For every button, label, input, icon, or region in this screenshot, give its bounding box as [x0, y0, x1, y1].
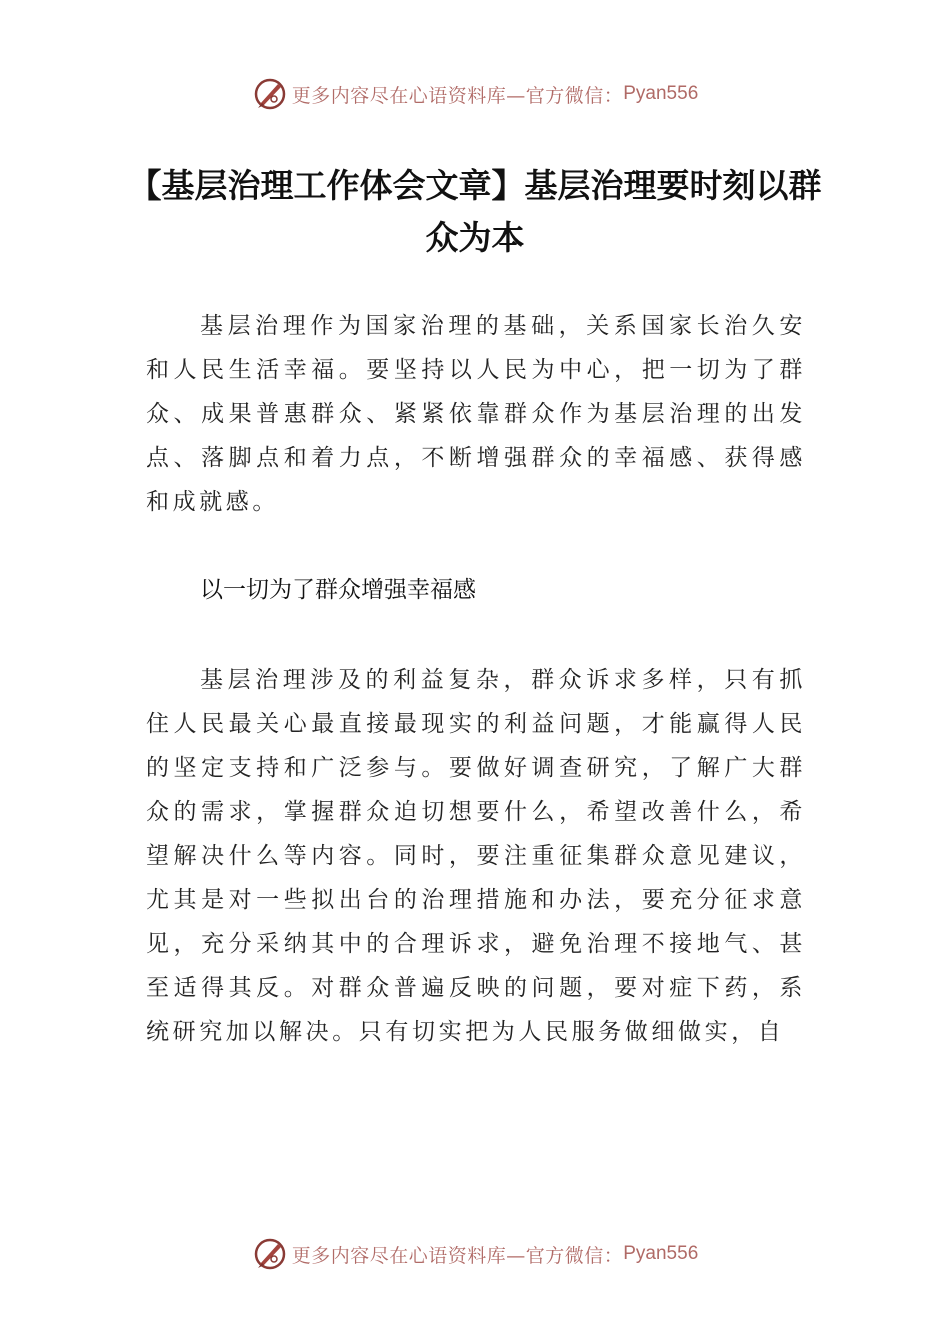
paragraph-body: 基层治理涉及的利益复杂，群众诉求多样，只有抓住人民最关心最直接最现实的利益问题，才能赢得人民的坚定支持和广泛参与。要做好调查研究，了解广大群众的需求，掌握群众迫切想要什么，希望改善什么，希望解决什么等内容。同时，要注重征集群众意见建议，尤其是对一些拟出台的治理措施和办法，要充分征求意见，充分采纳其中的合理诉求，避免治理不接地气、甚至适得其反。对群众普遍反映的问题，要对症下药，系统研究加以解决。只有切实把为人民服务做细做实，自	[146, 667, 806, 1045]
quill-logo-icon	[252, 1236, 288, 1272]
watermark-text: 更多内容尽在心语资料库—官方微信：	[291, 1244, 624, 1267]
footer-watermark	[0, 1232, 950, 1276]
watermark-contact: Pyan556	[623, 83, 699, 104]
header-watermark	[0, 72, 950, 116]
watermark-contact: Pyan556	[623, 1243, 699, 1264]
paragraph-intro: 基层治理作为国家治理的基础，关系国家长治久安和人民生活幸福。要坚持以人民为中心，把一切为了群众、成果普惠群众、紧紧依靠群众作为基层治理的出发点、落脚点和着力点，不断增强群众的幸福感、获得感和成就感。	[146, 313, 806, 515]
watermark-text: 更多内容尽在心语资料库—官方微信：	[291, 84, 624, 107]
document-title: 【基层治理工作体会文章】基层治理要时刻以群众为本	[128, 166, 822, 257]
section-heading: 以一切为了群众增强幸福感	[200, 577, 476, 603]
quill-logo-icon	[252, 76, 288, 112]
